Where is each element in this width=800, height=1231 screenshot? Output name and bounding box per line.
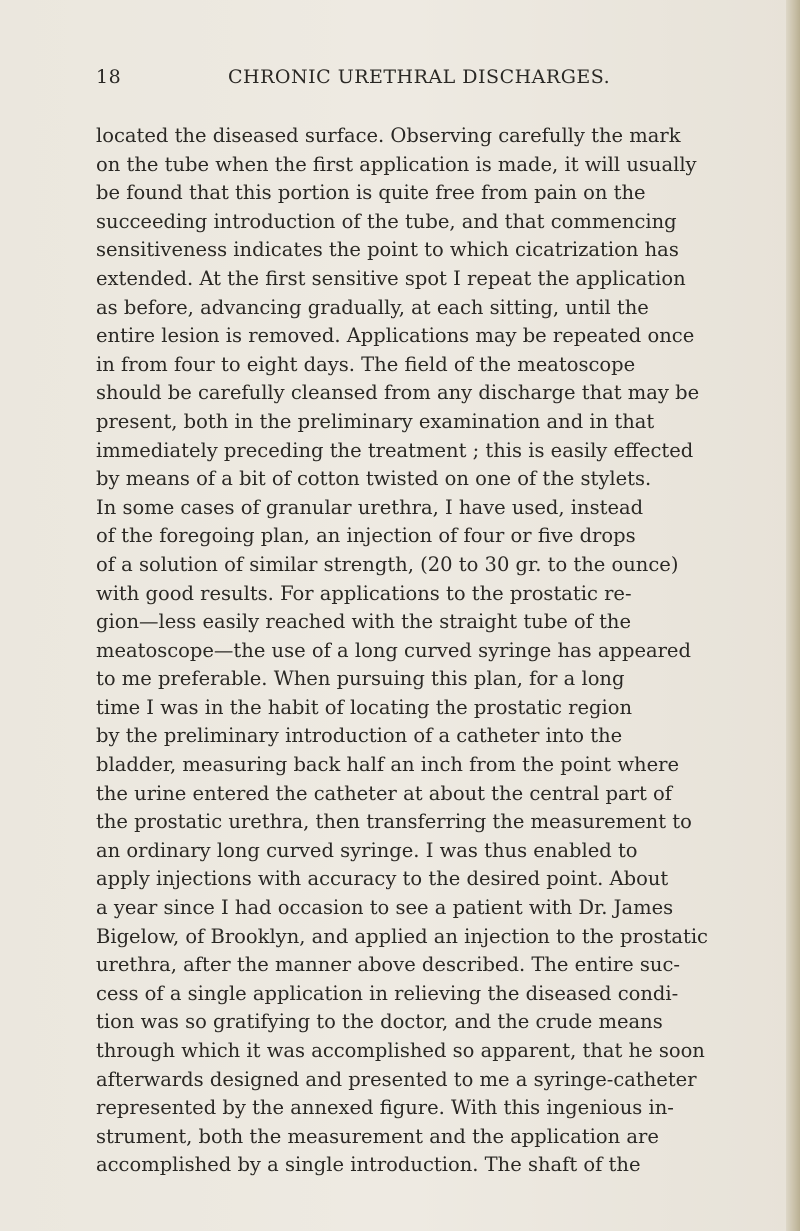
body-text (96, 122, 746, 1180)
text-line: should be carefully cleansed from any discharge that may be (96, 381, 700, 405)
text-line: afterwards designed and presented to me a syringe-catheter (96, 1067, 697, 1091)
text-line: a year since I had occasion to see a patient with Dr. James (96, 896, 674, 920)
text-line: by means of a bit of cotton twisted on one of the stylets. (96, 467, 652, 491)
text-line: cess of a single application in relieving the diseased condi- (96, 981, 679, 1005)
text-line: of a solution of similar strength, (20 to 30 gr. to the ounce) (96, 552, 679, 576)
text-line: present, both in the preliminary examination and in that (96, 409, 655, 433)
text-line: apply injections with accuracy to the desired point. About (96, 867, 669, 891)
text-line: tion was so gratifying to the doctor, and the crude means (96, 1010, 663, 1034)
text-line: extended. At the first sensitive spot I repeat the application (96, 266, 686, 290)
text-line: be found that this portion is quite free from pain on the (96, 181, 646, 205)
text-line: sensitiveness indicates the point to which cicatrization has (96, 238, 679, 262)
text-line: Bigelow, of Brooklyn, and applied an injection to the prostatic (96, 924, 708, 948)
text-line: on the tube when the first application is made, it will usually (96, 152, 697, 176)
text-line: the prostatic urethra, then transferring the measurement to (96, 810, 692, 834)
text-line: an ordinary long curved syringe. I was thus enabled to (96, 838, 638, 862)
text-line: in from four to eight days. The field of the meatoscope (96, 352, 636, 376)
text-line: to me preferable. When pursuing this plan, for a long (96, 667, 625, 691)
text-line: by the preliminary introduction of a catheter into the (96, 724, 623, 748)
text-line: immediately preceding the treatment ; this is easily effected (96, 438, 694, 462)
text-line: urethra, after the manner above described. The entire suc- (96, 953, 680, 977)
text-line: bladder, measuring back half an inch from the point where (96, 753, 679, 777)
text-line: the urine entered the catheter at about the central part of (96, 781, 672, 805)
text-line: located the diseased surface. Observing carefully the mark (96, 124, 681, 147)
text-line: through which it was accomplished so apparent, that he soon (96, 1039, 705, 1062)
running-title: CHRONIC URETHRAL DISCHARGES. (228, 66, 611, 88)
text-line: as before, advancing gradually, at each sitting, until the (96, 295, 649, 319)
text-line: entire lesion is removed. Applications may be repeated once (96, 324, 695, 348)
text-line: In some cases of granular urethra, I have used, instead (96, 495, 644, 519)
text-line: gion—less easily reached with the straight tube of the (96, 610, 632, 634)
text-line: represented by the annexed figure. With this ingenious in- (96, 1096, 674, 1120)
page-number: 18 (96, 66, 122, 88)
page-edge-shadow (786, 0, 800, 1231)
text-line: time I was in the habit of locating the prostatic region (96, 695, 633, 719)
text-line: of the foregoing plan, an injection of four or five drops (96, 524, 636, 548)
text-line: with good results. For applications to the prostatic re- (96, 581, 632, 605)
text-line: succeeding introduction of the tube, and that commencing (96, 209, 677, 233)
text-line: strument, both the measurement and the application are (96, 1124, 659, 1148)
text-line: accomplished by a single introduction. The shaft of the (96, 1153, 641, 1177)
text-line: meatoscope—the use of a long curved syringe has appeared (96, 638, 691, 662)
